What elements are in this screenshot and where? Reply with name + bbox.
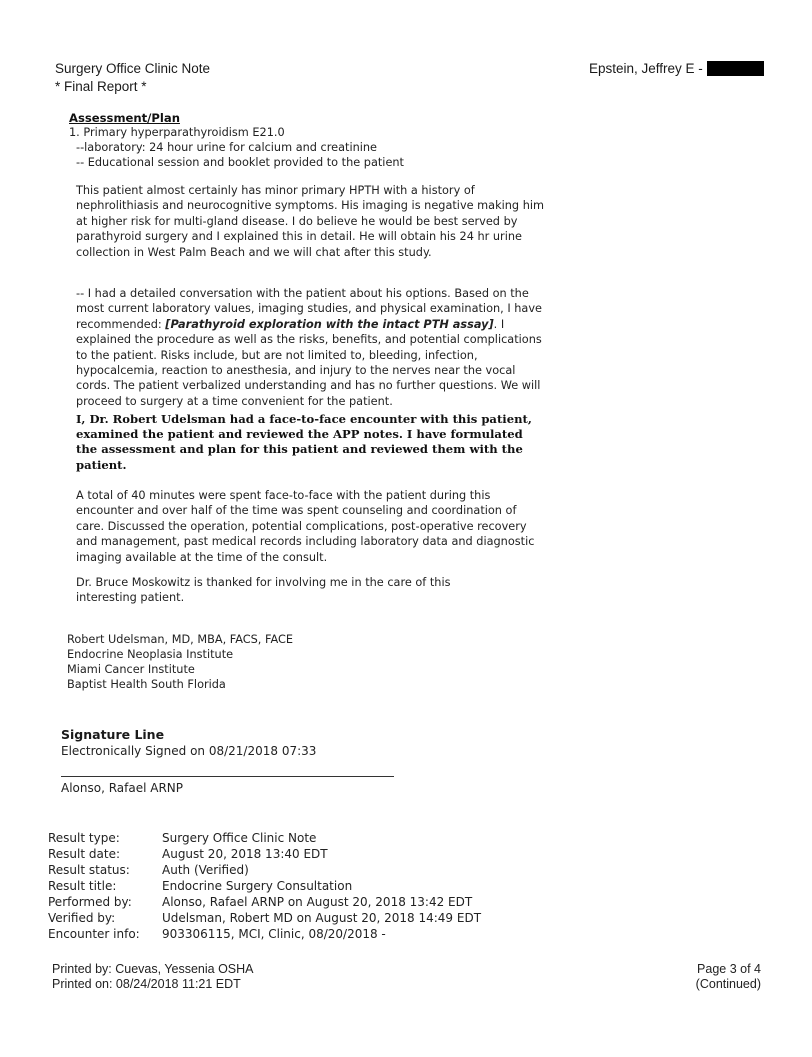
provider-line: Endocrine Neoplasia Institute — [67, 648, 234, 661]
result-label: Result title: — [48, 879, 117, 893]
provider-line: Miami Cancer Institute — [67, 663, 195, 676]
signature-rule — [61, 776, 394, 777]
discussion-intro: -- I had a detailed conversation with the patient about his options. Based on the most current laboratory values, imaging studies, and physical examination, I have recommended: — [76, 287, 542, 331]
result-value: August 20, 2018 13:40 EDT — [162, 847, 328, 861]
clinical-summary: This patient almost certainly has minor primary HPTH with a history of nephrolithiasis and neurocognitive symptoms. His imaging is negative making him at higher risk for multi-gland disease. I do believe he would be best served by parathyroid surgery and I explained this in detail. He will obtain his 24 hr urine collection in West Palm Beach and we will chat after this study. — [76, 184, 544, 259]
printed-by: Printed by: Cuevas, Yessenia OSHA — [52, 962, 254, 976]
result-value: Auth (Verified) — [162, 863, 249, 877]
result-value: Surgery Office Clinic Note — [162, 831, 317, 845]
signed-timestamp: Electronically Signed on 08/21/2018 07:33 — [61, 744, 317, 758]
continued-label: (Continued) — [695, 977, 761, 991]
result-label: Result type: — [48, 831, 120, 845]
page-number: Page 3 of 4 — [697, 962, 761, 976]
time-statement: A total of 40 minutes were spent face-to-face with the patient during this encounter and over half of the time was spent counseling and coordination of care. Discussed the operation, potential complications, post-operative recovery and management, past medical records including laboratory data and diagnostic imaging available at the time of the consult. — [76, 489, 535, 564]
result-label: Encounter info: — [48, 927, 140, 941]
result-value: Endocrine Surgery Consultation — [162, 879, 353, 893]
recommended-procedure: [Parathyroid exploration with the intact PTH assay] — [165, 317, 494, 331]
order-line: --laboratory: 24 hour urine for calcium and creatinine — [76, 141, 377, 154]
result-label: Performed by: — [48, 895, 132, 909]
signature-heading: Signature Line — [61, 727, 165, 742]
result-value: Alonso, Rafael ARNP on August 20, 2018 13:42 EDT — [162, 895, 473, 909]
report-status: * Final Report * — [55, 79, 147, 94]
redaction-box — [707, 61, 764, 76]
note-title: Surgery Office Clinic Note — [55, 61, 211, 76]
signer-name: Alonso, Rafael ARNP — [61, 781, 184, 795]
result-value: Udelsman, Robert MD on August 20, 2018 14:49 EDT — [162, 911, 482, 925]
provider-line: Robert Udelsman, MD, MBA, FACS, FACE — [67, 633, 294, 646]
discussion-details: . I explained the procedure as well as the risks, benefits, and potential complications to the patient. Risks include, but are not limited to, bleeding, infection, hypocalcemia, reaction to anesthesia, and injury to the nerves near the vocal cords. The patient verbalized understanding and has no further questions. We will proceed to surgery at a time convenient for the patient. — [76, 317, 542, 408]
thanks-statement: Dr. Bruce Moskowitz is thanked for involving me in the care of this interesting patient. — [76, 576, 451, 605]
result-label: Verified by: — [48, 911, 116, 925]
printed-on: Printed on: 08/24/2018 11:21 EDT — [52, 977, 241, 991]
discussion-paragraph — [76, 286, 546, 409]
diagnosis-line: 1. Primary hyperparathyroidism E21.0 — [69, 126, 285, 139]
attestation-statement: I, Dr. Robert Udelsman had a face-to-face encounter with this patient, examined the patient and reviewed the APP notes. I have formulated the assessment and plan for this patient and reviewed them with the patient. — [76, 412, 532, 472]
result-value: 903306115, MCI, Clinic, 08/20/2018 - — [162, 927, 386, 941]
assessment-heading: Assessment/Plan — [69, 111, 180, 125]
result-label: Result status: — [48, 863, 130, 877]
order-line: -- Educational session and booklet provided to the patient — [76, 156, 404, 169]
patient-name: Epstein, Jeffrey E - — [589, 61, 703, 76]
result-label: Result date: — [48, 847, 120, 861]
provider-line: Baptist Health South Florida — [67, 678, 226, 691]
